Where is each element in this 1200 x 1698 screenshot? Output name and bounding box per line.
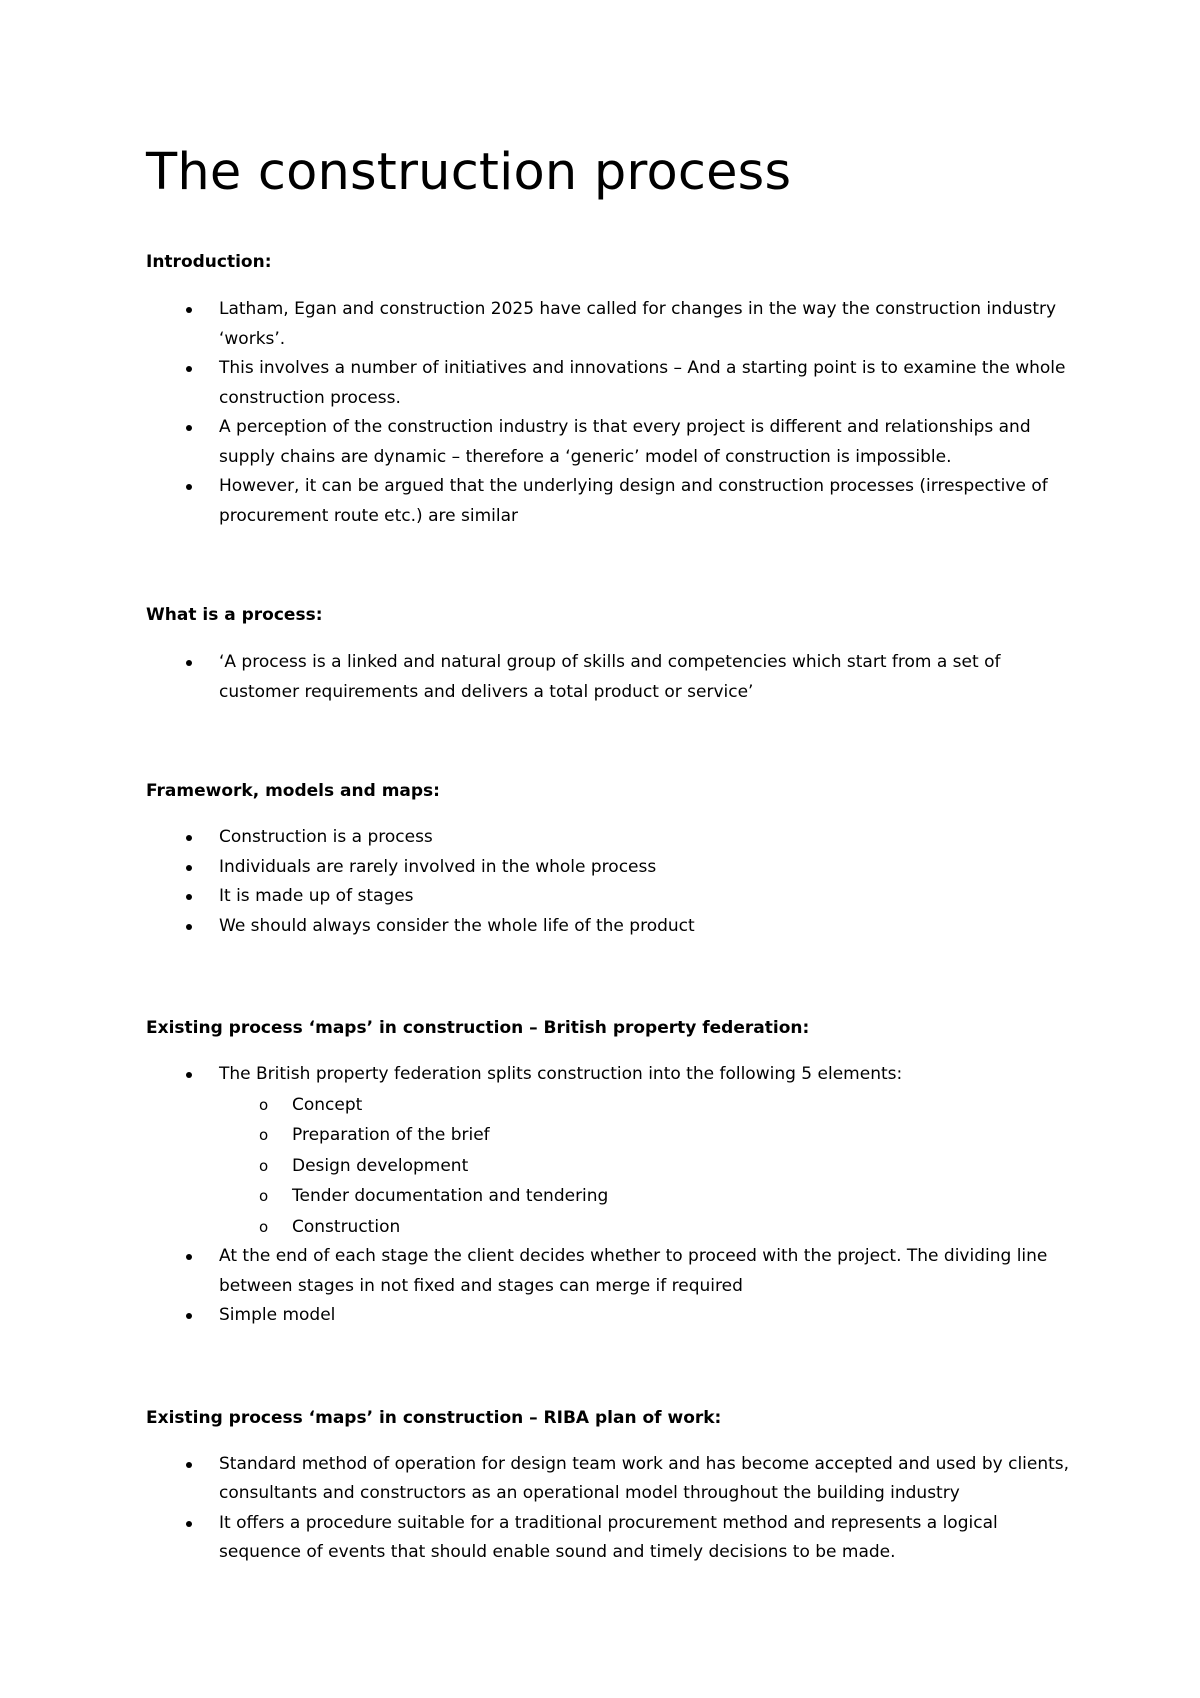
list-item — [146, 1450, 1070, 1509]
list-item-text: However, it can be argued that the underlying design and construction processes (irrespective of procurement route etc.) are similar — [219, 476, 1048, 526]
bullet-icon — [186, 484, 192, 490]
section-heading-riba-plan-of-work: Existing process ‘maps’ in construction – RIBA plan of work: — [146, 1407, 722, 1428]
list-item-text: Simple model — [219, 1305, 336, 1325]
hollow-bullet-icon: o — [259, 1126, 269, 1144]
bullet-icon — [186, 660, 192, 666]
list-item-text: Construction is a process — [219, 827, 433, 847]
section-heading-introduction: Introduction: — [146, 252, 272, 272]
list-item — [146, 912, 1070, 942]
list-item-text: Latham, Egan and construction 2025 have called for changes in the way the construction industry ‘works’. — [219, 299, 1057, 349]
sub-list-item-text: Construction — [292, 1216, 401, 1237]
bullet-icon — [186, 1521, 192, 1527]
section-heading-british-property-federation: Existing process ‘maps’ in construction – British property federation: — [146, 1018, 810, 1038]
sub-list-item-text: Tender documentation and tendering — [292, 1186, 609, 1206]
list-item — [146, 853, 1070, 883]
hollow-bullet-icon: o — [259, 1187, 269, 1205]
list-item — [146, 295, 1070, 354]
list-item-text: This involves a number of initiatives and innovations – And a starting point is to examine the whole construction process. — [219, 358, 1066, 408]
sub-list-item — [219, 1181, 1070, 1212]
list-item-text: We should always consider the whole life of the product — [219, 915, 695, 936]
list-item — [146, 472, 1070, 531]
bullet-icon — [186, 1254, 192, 1260]
list-item-text: Standard method of operation for design team work and has become accepted and used by clients, consultants and constructors as an operational model throughout the building industry — [219, 1453, 1070, 1503]
bullet-icon — [186, 1313, 192, 1319]
bullet-icon — [186, 366, 192, 372]
framework-list — [146, 823, 1070, 941]
stages-sublist — [219, 1090, 1070, 1243]
list-item — [146, 882, 1070, 912]
sub-list-item — [219, 1212, 1070, 1243]
sub-list-item — [219, 1151, 1070, 1182]
sub-list-item-text: Concept — [292, 1094, 363, 1115]
sub-list-item — [219, 1090, 1070, 1121]
riba-plan-of-work-list — [146, 1450, 1070, 1568]
what-is-a-process-list — [146, 648, 1070, 707]
list-item — [146, 354, 1070, 413]
list-item-text: Individuals are rarely involved in the whole process — [219, 856, 657, 877]
introduction-list — [146, 295, 1070, 531]
bullet-icon — [186, 835, 192, 841]
list-item-text: ‘A process is a linked and natural group of skills and competencies which start from a set of customer requirements and delivers a total product or service’ — [219, 652, 1001, 702]
hollow-bullet-icon: o — [259, 1156, 269, 1175]
bullet-icon — [186, 307, 192, 313]
list-item — [146, 413, 1070, 472]
list-item-text: It offers a procedure suitable for a traditional procurement method and represents a logical sequence of events that should enable sound and timely decisions to be made. — [219, 1512, 998, 1562]
list-item — [146, 823, 1070, 853]
sub-list-item — [219, 1120, 1070, 1151]
section-heading-framework: Framework, models and maps: — [146, 781, 440, 801]
bullet-icon — [186, 865, 192, 871]
hollow-bullet-icon: o — [259, 1217, 269, 1236]
list-item — [146, 1242, 1070, 1301]
list-item — [146, 648, 1070, 707]
bullet-icon — [186, 425, 192, 431]
list-item — [146, 1301, 1070, 1331]
list-item-text: The British property federation splits construction into the following 5 elements: — [219, 1064, 903, 1084]
list-item — [146, 1509, 1070, 1568]
list-item-text: At the end of each stage the client decides whether to proceed with the project. The dividing line between stages in not fixed and stages can merge if required — [219, 1246, 1048, 1296]
list-item-text: A perception of the construction industry is that every project is different and relationships and supply chains are dynamic – therefore a ‘generic’ model of construction is impossible. — [219, 417, 1031, 467]
section-heading-what-is-a-process: What is a process: — [146, 605, 323, 625]
hollow-bullet-icon: o — [259, 1095, 269, 1114]
sub-list-item-text: Design development — [292, 1155, 469, 1176]
bullet-icon — [186, 1462, 192, 1468]
bullet-icon — [186, 1072, 192, 1078]
sub-list-item-text: Preparation of the brief — [292, 1125, 490, 1145]
list-item — [146, 1060, 1070, 1242]
bullet-icon — [186, 894, 192, 900]
list-item-text: It is made up of stages — [219, 886, 414, 906]
british-property-federation-list — [146, 1060, 1070, 1331]
bullet-icon — [186, 924, 192, 930]
page-title: The construction process — [146, 143, 792, 202]
